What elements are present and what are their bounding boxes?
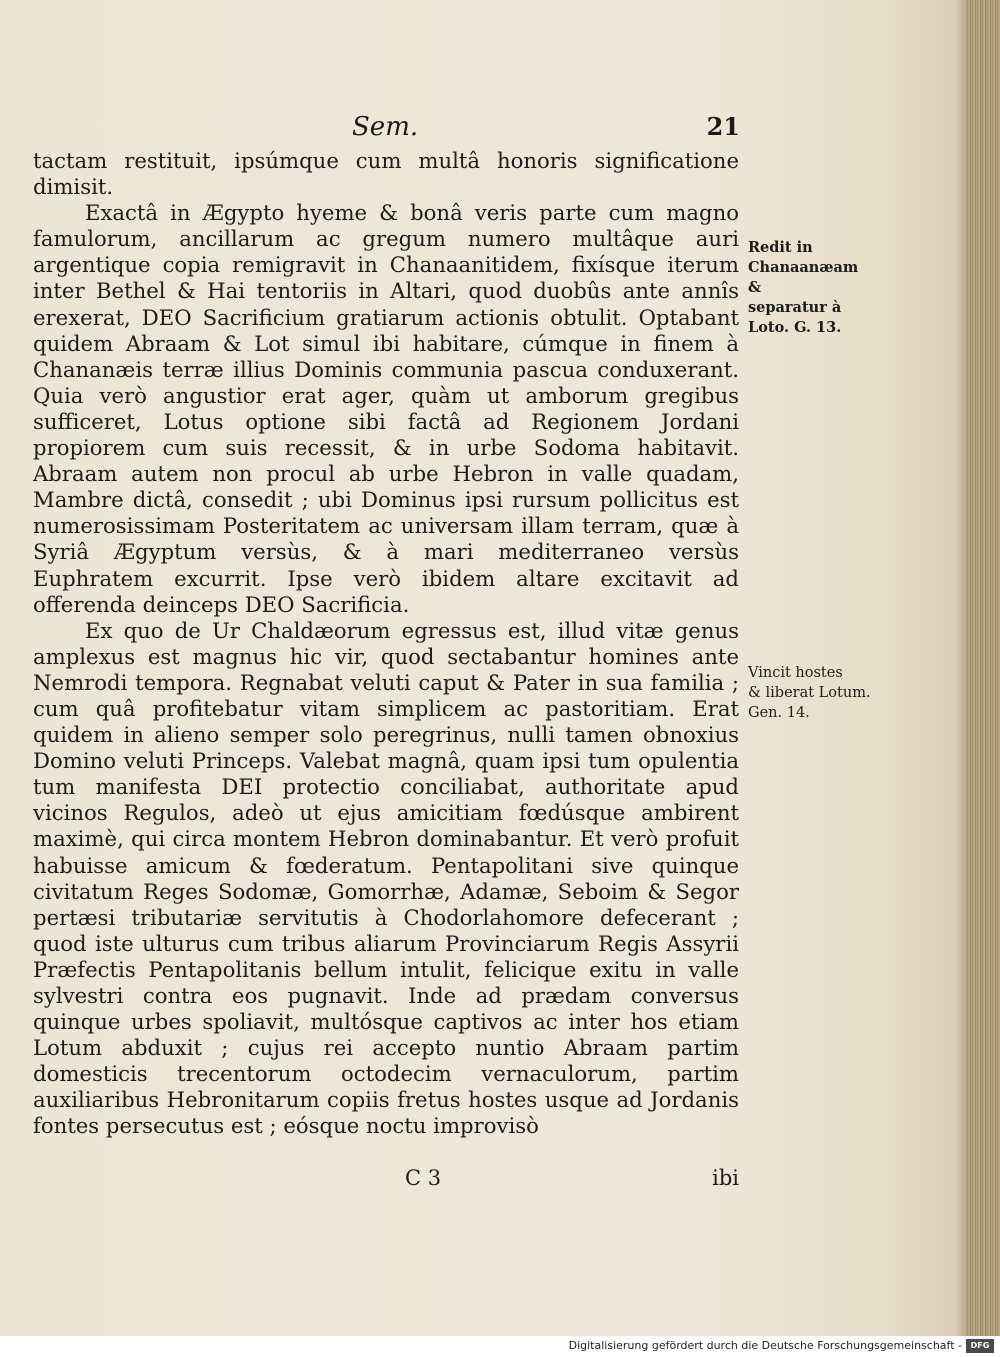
marginal-note-victory: Vincit hostes & liberat Lotum. Gen. 14. (748, 665, 871, 721)
paragraph-continuation: tactam restituit, ipsúmque cum multâ honoris significatione dimisit. (33, 148, 739, 200)
body-text (33, 148, 739, 1140)
marginal-note-return: Redit in Chanaanæam & separatur à Loto. G. 13. (748, 239, 859, 336)
signature-line (33, 1166, 739, 1196)
running-head: Sem. (352, 112, 419, 142)
footer-bar (0, 1336, 1000, 1357)
catchword: ibi (712, 1166, 739, 1190)
paragraph-victory-over-kings: Ex quo de Ur Chaldæorum egressus est, illud vitæ genus amplexus est magnus hic vir, quod sectabantur homines ante Nemrodi tempora. Regnabat veluti caput & Pater in sua familia ; cum quâ profitebatur vitam simplicem ac pastoritiam. Erat quidem in alieno semper solo peregrinus, nulli tamen obnoxius Domino veluti Princeps. Valebat magnâ, quam ipsi tum opulentia tum manifesta DEI protectio conciliabat, authoritate apud vicinos Regulos, adeò ut ejus amicitiam fœdúsque ambirent maximè, qui circa montem Hebron dominabantur. Et verò profuit habuisse amicum & fœderatum. Pentapolitani sive quinque civitatum Reges Sodomæ, Gomorrhæ, Adamæ, Seboim & Segor pertæsi tributariæ servitutis à Chodorlahomore defecerant ; quod iste ulturus cum tribus aliarum Provinciarum Regis Assyrii Præfectis Pentapolitanis bellum intulit, felicique exitu in valle sylvestri contra eos pugnavit. Inde ad prædam conversus quinque urbes spoliavit, multósque captivos ac inter hos etiam Lotum abduxit ; cujus rei accepto nuntio Abraam partim domesticis trecentorum octodecim vernaculorum, partim auxiliaribus Hebronitarum copiis fretus hostes usque ad Jordanis fontes persecutus est ; eósque noctu improvisò (33, 617, 739, 1139)
funding-credit: Digitalisierung gefördert durch die Deutsche Forschungsgemeinschaft - (568, 1339, 962, 1352)
page-header (30, 112, 740, 146)
page-number: 21 (706, 112, 740, 141)
dfg-logo-icon: DFG (966, 1339, 994, 1353)
book-fore-edge (966, 0, 1000, 1336)
signature-mark: C 3 (405, 1166, 442, 1190)
paragraph-return-to-canaan: Exactâ in Ægypto hyeme & bonâ veris parte cum magno famulorum, ancillarum ac gregum numero multâque auri argentique copia remigravit in Chanaanitidem, fixísque iterum inter Bethel & Hai tentoriis in Altari, quod duobûs ante annîs erexerat, DEO Sacrificium gratiarum actionis obtulit. Optabant quidem Abraam & Lot simul ibi habitare, cúmque in finem à Chananæis terræ illius Dominis communia pascua conduxerant. Quia verò angustior erat ager, quàm ut amborum gregibus sufficeret, Lotus optione sibi factâ ad Regionem Jordani propiorem cum suis recessit, & in urbe Sodoma habitavit. Abraam autem non procul ab urbe Hebron in valle quadam, Mambre dictâ, consedit ; ubi Dominus ipsi rursum pollicitus est numerosissimam Posteritatem ac universam illam terram, quæ à Syriâ Ægyptum versùs, & à mari mediterraneo versùs Euphratem excurrit. Ipse verò ibidem altare excitavit ad offerenda deinceps DEO Sacrificia. (33, 200, 739, 617)
